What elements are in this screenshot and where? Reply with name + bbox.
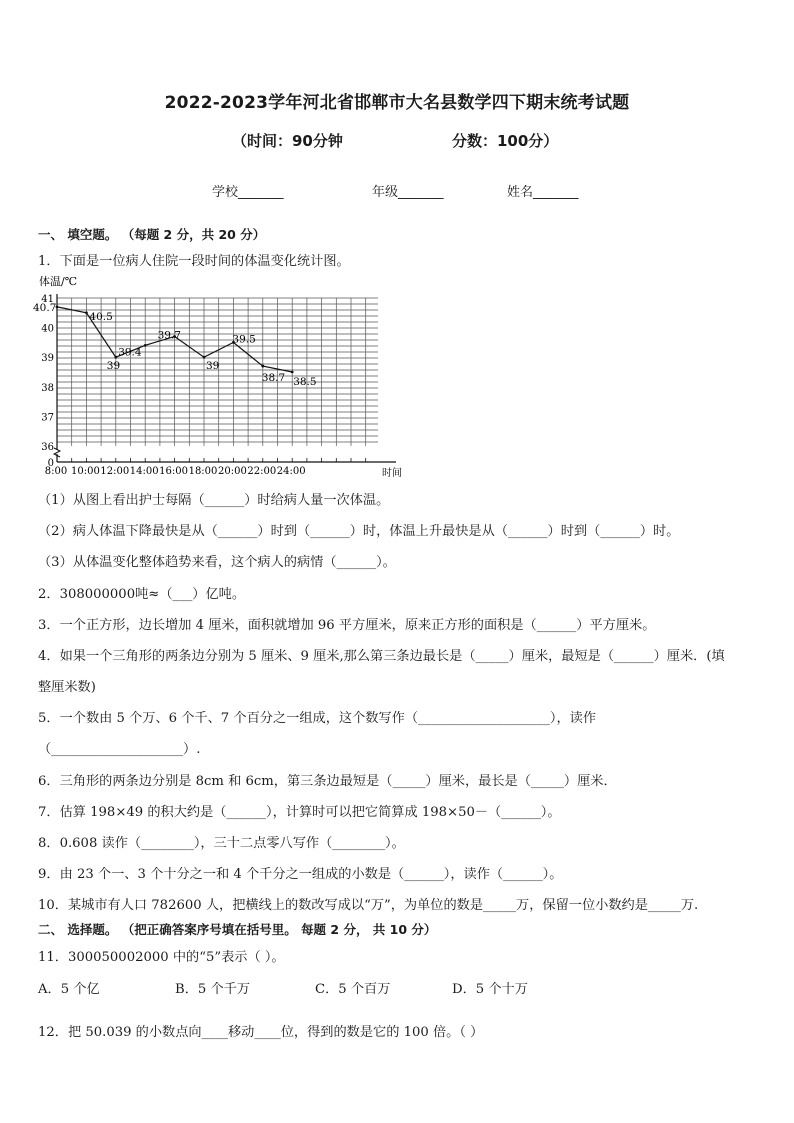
question-5-line1: 5．一个数由 5 个万、6 个千、7 个百分之一组成，这个数写作（____________________），读作 [38, 711, 597, 726]
axis-break [54, 448, 60, 457]
data-label: 39.5 [232, 333, 256, 346]
question-2: 2．308000000吨≈（___）亿吨。 [38, 587, 246, 602]
data-label: 39 [106, 360, 121, 373]
option-a: A．5 个亿 [38, 982, 100, 997]
y-tick-label: 39 [41, 353, 54, 365]
x-tick-label: 10:00 [70, 466, 100, 477]
x-axis-label: 时间 [382, 468, 402, 479]
x-tick-label: 24:00 [276, 466, 306, 477]
option-c: C．5 个百万 [315, 982, 391, 997]
question-10: 10．某城市有人口 782600 人，把横线上的数改写成以“万”，为单位的数是_____万，保留一位小数约是_____万. [38, 898, 699, 913]
option-b: B．5 个千万 [175, 982, 251, 997]
x-tick-label: 14:00 [129, 466, 159, 477]
data-label: 38.5 [293, 376, 317, 388]
data-label: 38.7 [261, 372, 286, 385]
x-tick-label: 22:00 [247, 466, 277, 477]
question-12: 12．把 50.039 的小数点向____移动____位，得到的数是它的 100 倍。（ ） [38, 1025, 484, 1040]
data-point [144, 344, 147, 347]
data-label: 40.7 [33, 301, 57, 314]
question-1-1: （1）从图上看出护士每隔（______）时给病人量一次体温。 [38, 493, 390, 508]
y-tick-label: 36 [41, 442, 54, 453]
exam-score: 分数：100分） [452, 132, 559, 150]
page-title: 2022-2023学年河北省邯郸市大名县数学四下期末统考试题 [164, 93, 630, 113]
question-3: 3．一个正方形，边长增加 4 厘米，面积就增加 96 平方厘米，原来正方形的面积是（______）平方厘米。 [38, 618, 656, 633]
data-label: 39.4 [118, 346, 142, 359]
question-6: 6．三角形的两条边分别是 8cm 和 6cm，第三条边最短是（_____）厘米，最长是（_____）厘米． [38, 774, 617, 789]
school-field: 学校_______ [212, 185, 284, 200]
x-tick-label: 8:00 [44, 466, 68, 477]
section1-title: 一、 填空题。 （每题 2 分，共 20 分） [38, 227, 266, 242]
y-tick-label: 0 [47, 458, 54, 469]
question-9: 9．由 23 个一、3 个十分之一和 4 个千分之一组成的小数是（______），读作（______）。 [38, 867, 563, 882]
x-tick-label: 20:00 [217, 466, 247, 477]
data-point [291, 371, 294, 374]
question-1-2: （2）病人体温下降最快是从（______）时到（______）时，体温上升最快是从（______）时到（______）时。 [38, 524, 680, 539]
option-d: D．5 个十万 [452, 982, 528, 997]
question-4-line1: 4．如果一个三角形的两条边分别为 5 厘米、9 厘米,那么第三条边最长是（_____）厘米，最短是（______）厘米．(填 [38, 649, 725, 664]
y-tick-label: 37 [41, 412, 54, 424]
question-5-line2: （____________________）. [38, 742, 201, 757]
question-7: 7．估算 198×49 的积大约是（______），计算时可以把它简算成 198×50－（______）。 [38, 805, 561, 820]
y-tick-label: 41 [41, 294, 54, 305]
y-tick-label: 40 [41, 323, 54, 335]
chart-axes [39, 274, 402, 479]
data-point [203, 356, 206, 359]
question-8: 8．0.608 读作（________），三十二点零八写作（________）。 [38, 836, 405, 851]
y-axis-label: 体温/℃ [39, 275, 78, 288]
name-field: 姓名_______ [507, 185, 579, 200]
temperature-chart [30, 272, 410, 482]
question-11: 11．300050002000 中的“5”表示（ ）。 [38, 950, 285, 965]
x-tick-label: 18:00 [188, 466, 218, 477]
y-tick-label: 38 [41, 382, 54, 394]
question-4-line2: 整厘米数) [38, 680, 96, 695]
data-label: 39.7 [157, 329, 181, 342]
x-tick-label: 12:00 [100, 466, 130, 477]
data-point [114, 356, 117, 359]
data-label: 40.5 [89, 310, 113, 323]
question-1: 1．下面是一位病人住院一段时间的体温变化统计图。 [38, 254, 350, 269]
grade-field: 年级_______ [372, 185, 444, 200]
section2-title: 二、 选择题。 （把正确答案序号填在括号里。 每题 2 分， 共 10 分） [38, 922, 437, 937]
data-point [261, 365, 264, 368]
data-label: 39 [206, 360, 220, 373]
exam-time: （时间：90分钟 [232, 132, 343, 150]
data-point [85, 311, 88, 314]
question-1-3: （3）从体温变化整体趋势来看，这个病人的病情（______）。 [38, 555, 396, 570]
x-tick-label: 16:00 [159, 466, 189, 477]
